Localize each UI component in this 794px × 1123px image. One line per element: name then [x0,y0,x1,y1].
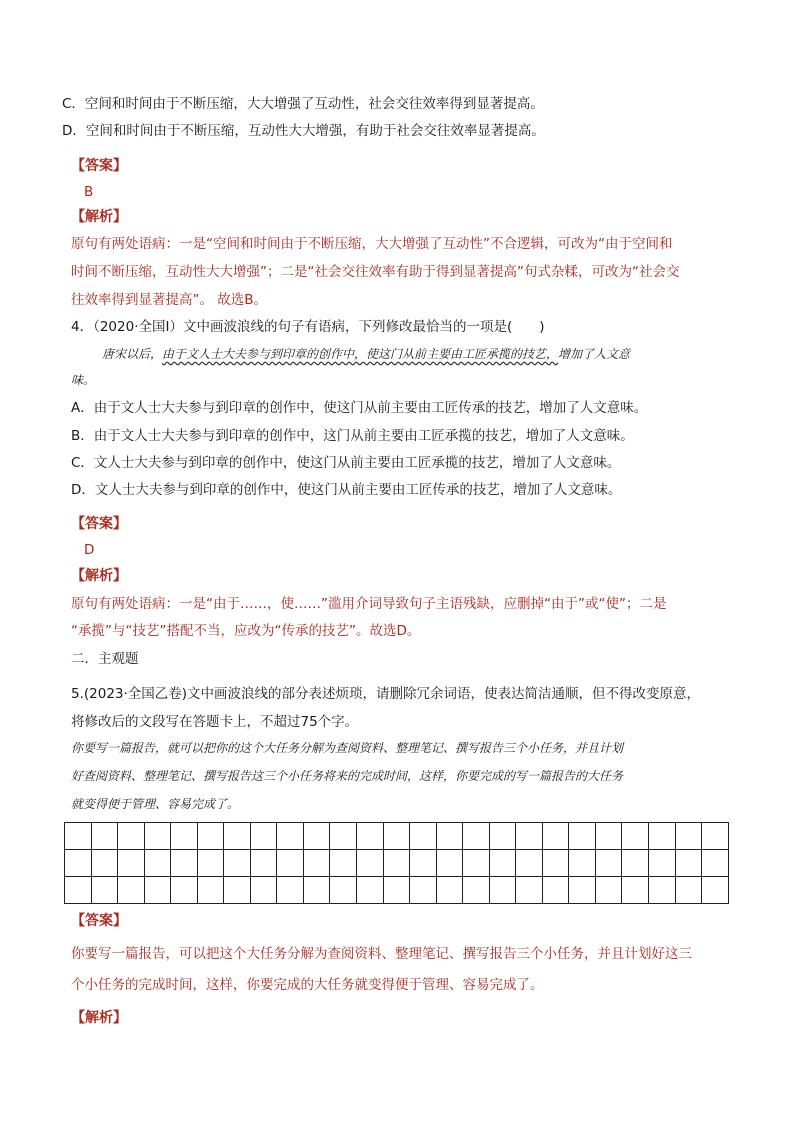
answer-grid-cell [622,850,649,877]
answer-grid-cell [118,877,145,904]
analysis-q4-line-1: 原句有两处语病：一是“由于……，使……”滥用介词导致句子主语残缺，应删掉“由于”或“使”；二是 [71,596,667,612]
answer-grid-cell [489,850,516,877]
answer-grid-cell [702,877,729,904]
q4-passage-line-1 [102,344,630,364]
answer-grid-cell [516,877,543,904]
answer-grid-cell [436,877,463,904]
answer-grid-cell [622,877,649,904]
answer-grid-row [65,823,729,850]
answer-grid-cell [91,877,118,904]
answer-grid-cell [65,877,92,904]
answer-grid-cell [410,850,437,877]
answer-grid-cell [65,850,92,877]
answer-grid-cell [516,850,543,877]
answer-grid-cell [144,877,171,904]
answer-grid-cell [250,877,277,904]
answer-grid-cell [144,823,171,850]
answer-grid-cell [224,823,251,850]
answer-grid-cell [383,850,410,877]
q5-passage-line-1: 你要写一篇报告，就可以把你的这个大任务分解为查阅资料、整理笔记、撰写报告三个小任务，并且计划 [71,741,624,755]
option-d-prev: D．空间和时间由于不断压缩，互动性大大增强，有助于社会交往效率显著提高。 [62,123,545,139]
analysis-q3-line-2: 时间不断压缩，互动性大大增强”；二是“社会交往效率有助于得到显著提高”句式杂糅，可改为“社会交 [71,264,680,280]
question-5-stem-line-1: 5.(2023·全国乙卷)文中画波浪线的部分表述烦琐，请删除冗余词语，使表达简洁通顺，但不得改变原意， [71,686,701,702]
answer-grid-cell [357,823,384,850]
answer-grid-cell [383,877,410,904]
answer-grid-cell [436,850,463,877]
answer-grid-cell [649,823,676,850]
answer-grid-cell [277,850,304,877]
answer-grid-cell [144,850,171,877]
answer-grid-cell [224,850,251,877]
answer-grid-cell [622,823,649,850]
section-2-title: 二．主观题 [71,651,139,667]
analysis-tag-q3: 【解析】 [71,209,127,225]
answer-grid-cell [595,877,622,904]
answer-grid-cell [224,877,251,904]
answer-grid-row [65,850,729,877]
answer-grid-cell [250,823,277,850]
answer-grid-cell [197,823,224,850]
answer-grid-cell [542,877,569,904]
answer-grid-cell [91,823,118,850]
q5-passage-line-2: 好查阅资料、整理笔记、撰写报告这三个小任务将来的完成时间，这样，你要完成的写一篇报告的大任务 [71,769,624,783]
answer-grid-cell [489,823,516,850]
q4-option-d: D．文人士大夫参与到印章的创作中，使这门从前主要由工匠传承的技艺，增加了人文意味。 [71,482,622,498]
answer-grid-cell [595,850,622,877]
q4-passage-prefix: 唐宋以后， [102,347,163,361]
analysis-q3-line-1: 原句有两处语病：一是“空间和时间由于不断压缩，大大增强了互动性”不合逻辑，可改为“由于空间和 [71,236,673,252]
analysis-tag-q5: 【解析】 [71,1010,127,1026]
answer-grid-cell [675,850,702,877]
answer-tag-q4: 【答案】 [71,516,127,532]
answer-grid-cell [357,850,384,877]
answer-grid-cell [542,823,569,850]
q4-passage-wavy: 由于文人士大夫参与到印章的创作中，使这门从前主要由工匠承揽的技艺， [162,347,559,361]
answer-grid-cell [463,850,490,877]
q5-passage-line-3: 就变得便于管理、容易完成了。 [71,797,240,811]
answer-grid-cell [171,823,198,850]
answer-grid-cell [303,823,330,850]
answer-grid-cell [118,823,145,850]
answer-grid-cell [649,877,676,904]
answer-grid-cell [330,877,357,904]
q4-passage-line-2: 味。 [71,373,96,387]
answer-grid-cell [303,877,330,904]
answer-grid-cell [250,850,277,877]
answer-grid [64,822,729,904]
answer-q4: D [84,542,95,558]
answer-grid-cell [463,823,490,850]
answer-grid-cell [383,823,410,850]
q4-option-b: B．由于文人士大夫参与到印章的创作中，这门从前主要由工匠承揽的技艺，增加了人文意味。 [71,428,634,444]
answer-q5-line-2: 个小任务的完成时间，这样，你要完成的大任务就变得便于管理、容易完成了。 [71,977,544,993]
question-5-stem-line-2: 将修改后的文段写在答题卡上，不超过75个字。 [71,714,359,730]
answer-grid-row [65,877,729,904]
question-4-stem: 4．（2020·全国Ⅰ）文中画波浪线的句子有语病，下列修改最恰当的一项是( ) [71,319,545,335]
answer-grid-cell [649,850,676,877]
q4-passage-suffix: 增加了人文意 [558,347,631,361]
answer-grid-cell [542,850,569,877]
answer-grid-cell [303,850,330,877]
answer-grid-cell [65,823,92,850]
answer-grid-cell [569,877,596,904]
analysis-q4-line-2: “承揽”与“技艺”搭配不当，应改为“传承的技艺”。故选D。 [71,623,421,639]
q4-option-a: A．由于文人士大夫参与到印章的创作中，使这门从前主要由工匠传承的技艺，增加了人文意味。 [71,400,648,416]
answer-grid-cell [436,823,463,850]
answer-grid-cell [569,850,596,877]
answer-q3: B [84,184,94,200]
answer-grid-cell [516,823,543,850]
answer-grid-cell [675,823,702,850]
answer-grid-cell [197,850,224,877]
answer-grid-cell [463,877,490,904]
analysis-tag-q4: 【解析】 [71,568,127,584]
answer-grid-cell [171,877,198,904]
option-c-prev: C．空间和时间由于不断压缩，大大增强了互动性，社会交往效率得到显著提高。 [62,96,544,112]
answer-tag-q5: 【答案】 [71,913,127,929]
answer-grid-cell [702,850,729,877]
answer-grid-cell [489,877,516,904]
answer-grid-cell [171,850,198,877]
answer-grid-cell [277,823,304,850]
answer-q5-line-1: 你要写一篇报告，可以把这个大任务分解为查阅资料、整理笔记、撰写报告三个小任务，并且计划好这三 [71,946,692,962]
answer-grid-cell [569,823,596,850]
answer-grid-cell [595,823,622,850]
answer-tag-q3: 【答案】 [71,158,127,174]
answer-grid-cell [91,850,118,877]
answer-grid-cell [118,850,145,877]
answer-grid-cell [330,850,357,877]
answer-grid-cell [410,877,437,904]
answer-grid-cell [357,877,384,904]
answer-grid-cell [277,877,304,904]
answer-grid-cell [702,823,729,850]
analysis-q3-line-3: 往效率得到显著提高”。 故选B。 [71,292,268,308]
answer-grid-cell [675,877,702,904]
answer-grid-cell [330,823,357,850]
q4-option-c: C．文人士大夫参与到印章的创作中，使这门从前主要由工匠承揽的技艺，增加了人文意味。 [71,455,621,471]
answer-grid-cell [197,877,224,904]
answer-grid-cell [410,823,437,850]
